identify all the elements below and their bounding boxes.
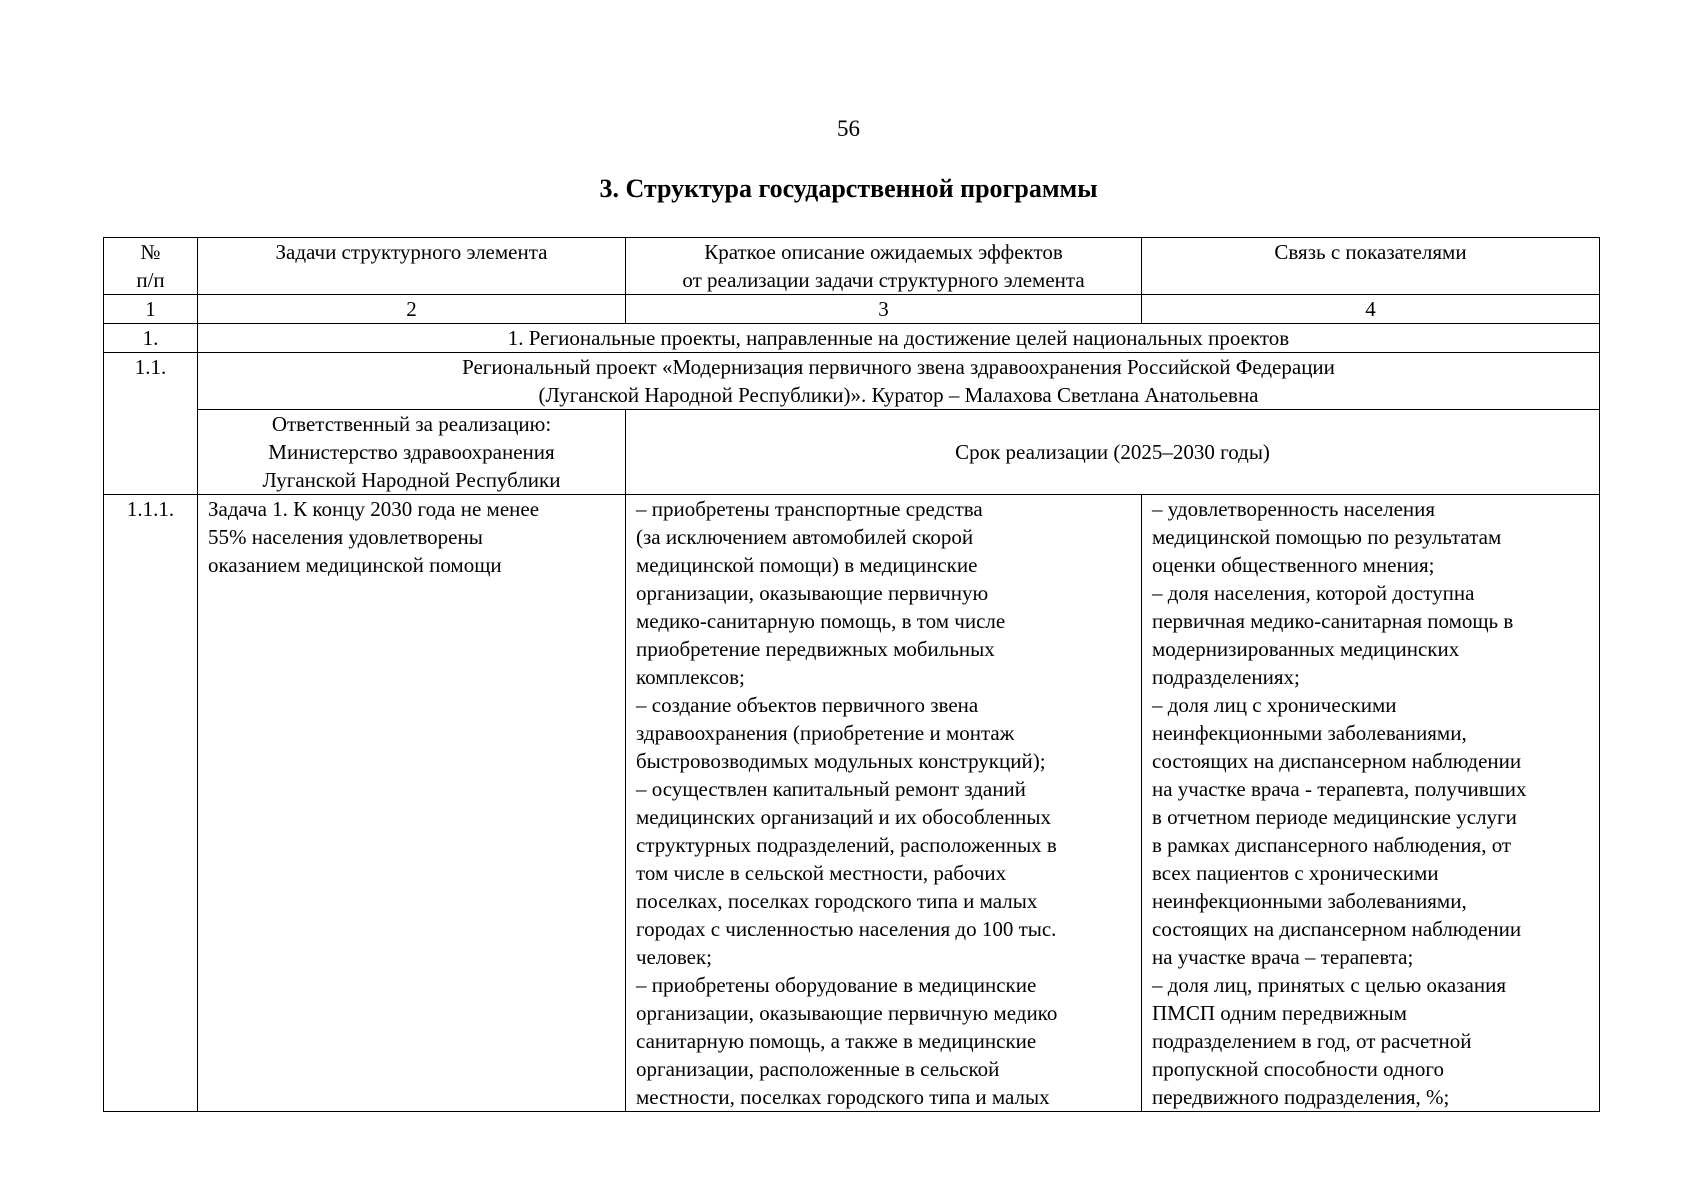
- effects-line: поселках, поселках городского типа и малых: [636, 889, 1038, 913]
- effects-line: здравоохранения (приобретение и монтаж: [636, 721, 1015, 745]
- indicators-line: состоящих на диспансерном наблюдении: [1152, 917, 1522, 941]
- indicators-line: модернизированных медицинских: [1152, 637, 1460, 661]
- task-line: оказанием медицинской помощи: [208, 553, 502, 577]
- indicators-line: подразделением в год, от расчетной: [1152, 1029, 1472, 1053]
- section-title: 1. Региональные проекты, направленные на достижение целей национальных проектов: [198, 324, 1600, 353]
- effects-line: организации, оказывающие первичную медико: [636, 1001, 1058, 1025]
- task-line: Задача 1. К концу 2030 года не менее: [208, 497, 540, 521]
- header-effects-line: Краткое описание ожидаемых эффектов: [704, 240, 1063, 264]
- indicators-line: медицинской помощью по результатам: [1152, 525, 1502, 549]
- effects-line: структурных подразделений, расположенных в: [636, 833, 1057, 857]
- indicators-line: оценки общественного мнения;: [1152, 553, 1435, 577]
- effects-line: (за исключением автомобилей скорой: [636, 525, 974, 549]
- project-num: 1.1.: [104, 353, 198, 495]
- column-number: 2: [198, 295, 626, 324]
- indicators-line: в рамках диспансерного наблюдения, от: [1152, 833, 1512, 857]
- column-number-row: [104, 295, 1600, 324]
- effects-line: организации, расположенные в сельской: [636, 1057, 1000, 1081]
- responsible-line: Министерство здравоохранения: [268, 440, 555, 464]
- effects-line: организации, оказывающие первичную: [636, 581, 989, 605]
- project-row: [104, 353, 1600, 410]
- header-indicators-cell: Связь с показателями: [1142, 238, 1600, 295]
- effects-line: медико-санитарную помощь, в том числе: [636, 609, 1006, 633]
- project-title-line: Региональный проект «Модернизация первичного звена здравоохранения Российской Федерации: [462, 355, 1335, 379]
- effects-line: – создание объектов первичного звена: [636, 693, 979, 717]
- indicators-line: – удовлетворенность населения: [1152, 497, 1436, 521]
- effects-line: приобретение передвижных мобильных: [636, 637, 995, 661]
- effects-line: медицинских организаций и их обособленных: [636, 805, 1052, 829]
- project-details-row: [104, 410, 1600, 495]
- indicators-line: состоящих на диспансерном наблюдении: [1152, 749, 1522, 773]
- indicators-line: на участке врача - терапевта, получивших: [1152, 777, 1527, 801]
- column-number: 4: [1142, 295, 1600, 324]
- header-tasks-cell: Задачи структурного элемента: [198, 238, 626, 295]
- indicators-line: неинфекционными заболеваниями,: [1152, 721, 1467, 745]
- indicators-line: подразделениях;: [1152, 665, 1300, 689]
- effects-line: санитарную помощь, а также в медицинские: [636, 1029, 1037, 1053]
- header-effects-line: от реализации задачи структурного элемента: [682, 268, 1085, 292]
- task-row: [104, 495, 1600, 1112]
- indicators-line: первичная медико-санитарная помощь в: [1152, 609, 1514, 633]
- indicators-line: неинфекционными заболеваниями,: [1152, 889, 1467, 913]
- indicators-line: ПМСП одним передвижным: [1152, 1001, 1407, 1025]
- project-title-line: (Луганской Народной Республики)». Куратор – Малахова Светлана Анатольевна: [538, 383, 1259, 407]
- effects-line: медицинской помощи) в медицинские: [636, 553, 978, 577]
- header-num-cell: [104, 238, 198, 295]
- effects-line: комплексов;: [636, 665, 745, 689]
- indicators-line: – доля населения, которой доступна: [1152, 581, 1475, 605]
- project-title: [198, 353, 1600, 410]
- responsible-line: Ответственный за реализацию:: [271, 412, 552, 436]
- header-num-line: №: [140, 240, 161, 264]
- project-responsible: [198, 410, 626, 495]
- task-description: [198, 495, 626, 1112]
- task-line: 55% населения удовлетворены: [208, 525, 483, 549]
- effects-line: – приобретены оборудование в медицинские: [636, 973, 1037, 997]
- header-num-line: п/п: [136, 268, 165, 292]
- header-row: [104, 238, 1600, 295]
- effects-line: городах с численностью населения до 100 тыс.: [636, 917, 1057, 941]
- section-row: [104, 324, 1600, 353]
- task-num: 1.1.1.: [104, 495, 198, 1112]
- effects-line: быстровозводимых модульных конструкций);: [636, 749, 1046, 773]
- indicators-line: передвижного подразделения, %;: [1152, 1085, 1450, 1109]
- section-num: 1.: [104, 324, 198, 353]
- effects-line: человек;: [636, 945, 713, 969]
- column-number: 1: [104, 295, 198, 324]
- structure-table: [103, 237, 1600, 1112]
- project-period: Срок реализации (2025–2030 годы): [626, 410, 1600, 495]
- task-indicators: [1142, 495, 1600, 1112]
- page-number: 56: [837, 116, 860, 141]
- indicators-line: пропускной способности одного: [1152, 1057, 1444, 1081]
- effects-line: – приобретены транспортные средства: [636, 497, 983, 521]
- effects-line: – осуществлен капитальный ремонт зданий: [636, 777, 1026, 801]
- responsible-line: Луганской Народной Республики: [262, 468, 561, 492]
- page-title: 3. Структура государственной программы: [599, 174, 1098, 203]
- header-effects-cell: [626, 238, 1142, 295]
- effects-line: том числе в сельской местности, рабочих: [636, 861, 1007, 885]
- indicators-line: всех пациентов с хроническими: [1152, 861, 1439, 885]
- column-number: 3: [626, 295, 1142, 324]
- indicators-line: в отчетном периоде медицинские услуги: [1152, 805, 1517, 829]
- indicators-line: на участке врача – терапевта;: [1152, 945, 1414, 969]
- task-effects: [626, 495, 1142, 1112]
- indicators-line: – доля лиц с хроническими: [1152, 693, 1397, 717]
- indicators-line: – доля лиц, принятых с целью оказания: [1152, 973, 1506, 997]
- effects-line: местности, поселках городского типа и малых: [636, 1085, 1050, 1109]
